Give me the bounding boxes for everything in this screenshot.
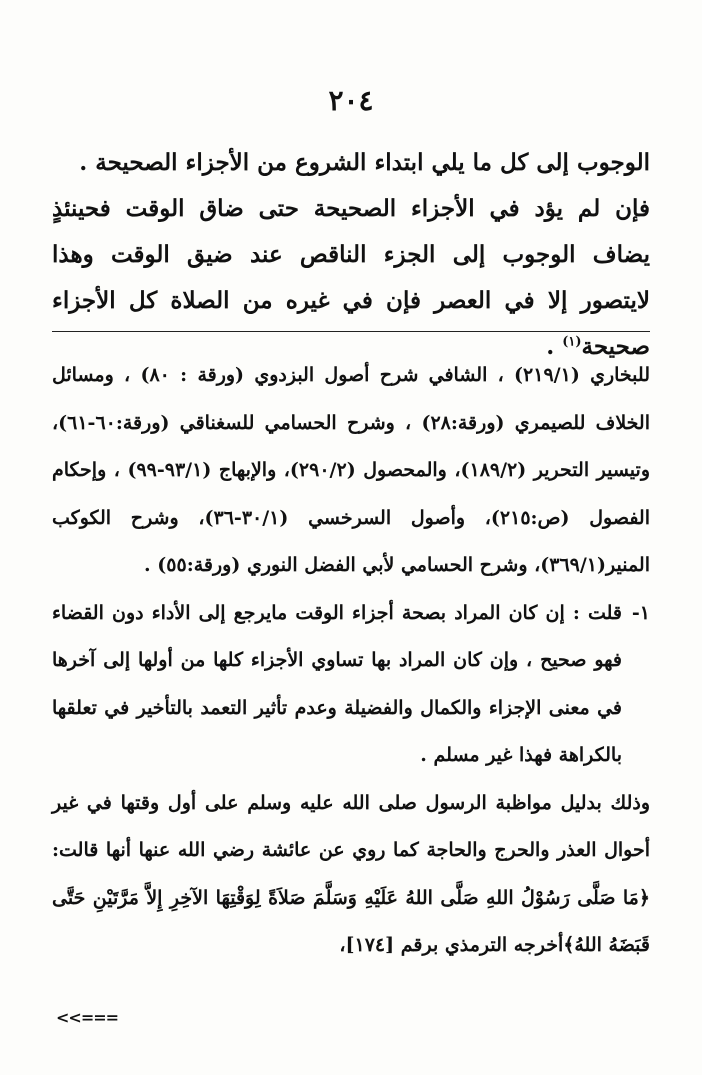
- footnote-continued: للبخاري (٢١٩/١) ، الشافي شرح أصول البزدوي (ورقة : ٨٠) ، ومسائل الخلاف للصيمري (ورقة:٢٨) ، وشرح الحسامي للسغناقي (ورقة:٦٠-٦١)، وتيسير التحرير (١٨٩/٢)، والمحصول (٢٩٠/٢)، والإبهاج (٩٣/١-٩٩) ، وإحكام الفصول (ص:٢١٥)، وأصول السرخسي (٣٠/١-٣٦)، وشرح الكوكب المنير(٣٦٩/١)، وشرح الحسامي لأبي الفضل النوري (ورقة:٥٥) .: [52, 364, 651, 576]
- main-text-paragraph-2-end: .: [546, 333, 563, 360]
- footnote-divider: [52, 331, 650, 332]
- main-text: [52, 140, 650, 370]
- footnote-1-marker: ١-: [631, 601, 650, 624]
- footnote-reference: (١): [562, 334, 582, 350]
- page-number: ٢٠٤: [328, 84, 374, 117]
- main-text-line-1: الوجوب إلى كل ما يلي ابتداء الشروع من الأجزاء الصحيحة .: [79, 149, 650, 176]
- footnote-1-text: قلت : إن كان المراد بصحة أجزاء الوقت مايرجع إلى الأداء دون القضاء فهو صحيح ، وإن كان المراد بها تساوي الأجزاء كلها من أولها إلى آخرها في معنى الإجزاء والكمال والفضيلة وعدم تأثير التعمد بالتأخير في تعلقها بالكراهة فهذا غير مسلم .: [52, 601, 622, 766]
- footnote-1-paragraph-2: وذلك بدليل مواظبة الرسول صلى الله عليه وسلم على أول وقتها في غير أحوال العذر والحرج والحاجة كما روي عن عائشة رضي الله عنها أنها قالت: ﴿مَا صَلَّى رَسُوْلُ اللهِ صَلَّى اللهُ عَلَيْهِ وَسَلَّمَ صَلاَةً لِوَقْتِهَا الآخِرِ إِلاَّ مَرَّتَيْنِ حَتَّى قَبَضَهُ اللهُ﴾أخرجه الترمذي برقم [١٧٤]،: [52, 791, 650, 956]
- footnotes-section: [52, 352, 650, 970]
- footnote-1: [52, 590, 650, 780]
- main-text-paragraph-2: [52, 186, 650, 370]
- main-text-paragraph-2-body: فإن لم يؤد في الأجزاء الصحيحة حتى ضاق الوقت فحينئذٍ يضاف الوجوب إلى الجزء الناقص عند ضيق الوقت وهذا لايتصور إلا في العصر فإن في غيره من الصلاة كل الأجزاء صحيحة: [52, 195, 650, 360]
- footnote-1-body: [52, 590, 622, 780]
- continuation-arrow: <<===: [56, 1008, 119, 1027]
